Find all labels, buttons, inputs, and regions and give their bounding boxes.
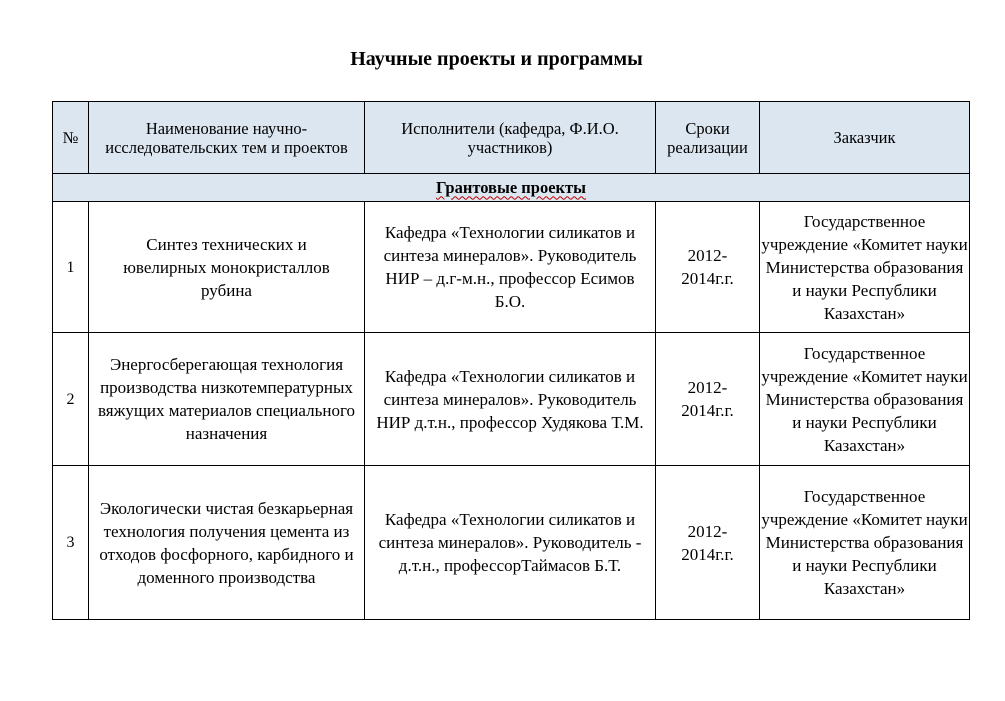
- row-customer: Государственное учреждение «Комитет науки Министерства образования и науки Республики Казахстан»: [760, 466, 970, 620]
- row-terms: 2012-2014г.г.: [656, 202, 760, 333]
- table-row: [53, 466, 970, 620]
- row-topic: Экологически чистая безкарьерная технология получения цемента из отходов фосфорного, карбидного и доменного производства: [89, 466, 365, 620]
- header-topic: Наименование научно-исследовательских тем и проектов: [89, 102, 365, 174]
- row-num: 3: [53, 466, 89, 620]
- projects-table: [52, 101, 970, 620]
- header-terms: Сроки реализации: [656, 102, 760, 174]
- page-title: Научные проекты и программы: [350, 48, 643, 70]
- header-customer: Заказчик: [760, 102, 970, 174]
- row-num: 1: [53, 202, 89, 333]
- table-row: [53, 202, 970, 333]
- table-row: [53, 333, 970, 466]
- row-executors: Кафедра «Технологии силикатов и синтеза минералов». Руководитель НИР д.т.н., профессор Худякова Т.М.: [365, 333, 656, 466]
- row-terms: 2012-2014г.г.: [656, 466, 760, 620]
- section-row: [53, 174, 970, 202]
- section-title: Грантовые проекты: [53, 174, 970, 202]
- row-num: 2: [53, 333, 89, 466]
- row-customer: Государственное учреждение «Комитет науки Министерства образования и науки Республики Казахстан»: [760, 333, 970, 466]
- row-topic: Энергосберегающая технология производства низкотемпературных вяжущих материалов специального назначения: [89, 333, 365, 466]
- row-executors: Кафедра «Технологии силикатов и синтеза минералов». Руководитель - д.т.н., профессорТаймасов Б.Т.: [365, 466, 656, 620]
- row-terms: 2012-2014г.г.: [656, 333, 760, 466]
- header-executors: Исполнители (кафедра, Ф.И.О. участников): [365, 102, 656, 174]
- row-customer: Государственное учреждение «Комитет науки Министерства образования и науки Республики Казахстан»: [760, 202, 970, 333]
- table-header-row: [53, 102, 970, 174]
- row-executors: Кафедра «Технологии силикатов и синтеза минералов». Руководитель НИР – д.г-м.н., профессор Есимов Б.О.: [365, 202, 656, 333]
- header-num: №: [53, 102, 89, 174]
- row-topic: Синтез технических и ювелирных монокристаллов рубина: [89, 202, 365, 333]
